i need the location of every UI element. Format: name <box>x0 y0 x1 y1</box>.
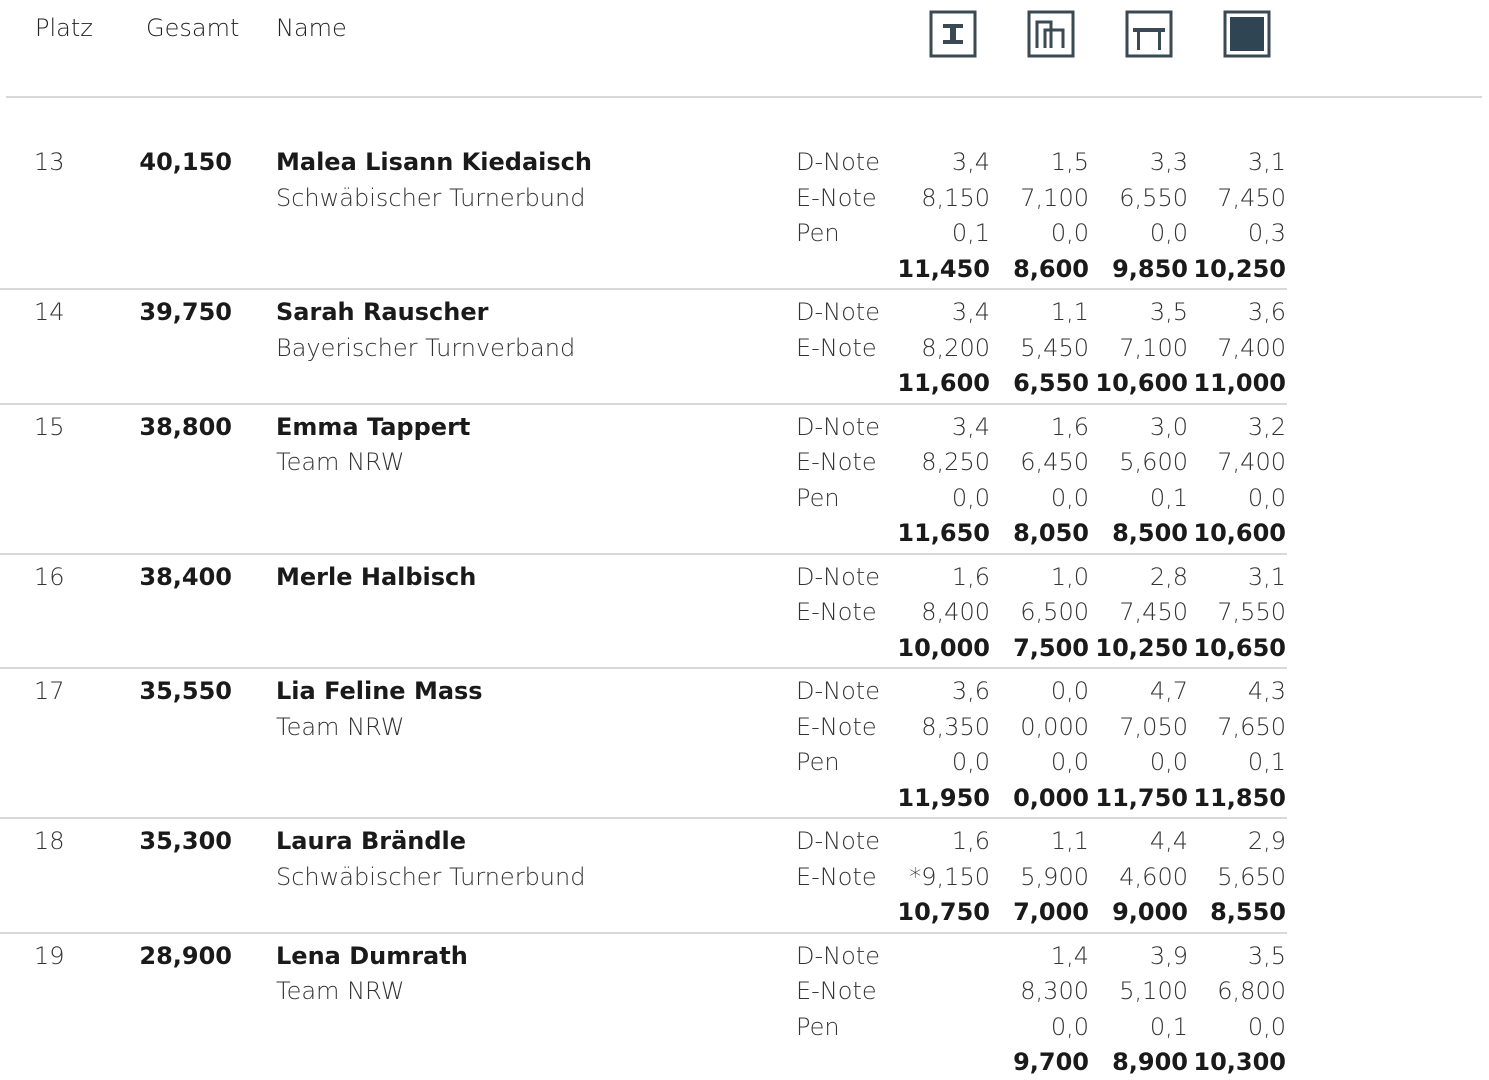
score-value: 5,100 <box>1119 977 1188 1005</box>
score-value: 0,1 <box>951 219 990 247</box>
apparatus-total: 10,300 <box>1193 1048 1286 1076</box>
rank: 16 <box>34 562 65 591</box>
score-value: 5,900 <box>1020 862 1089 891</box>
score-value: 8,200 <box>921 333 990 362</box>
club-name: Bayerischer Turnverband <box>276 333 576 362</box>
score-value: 5,600 <box>1119 448 1188 476</box>
apparatus-total: 8,600 <box>1013 254 1089 283</box>
total-score: 39,750 <box>139 298 232 326</box>
header-platz: Platz <box>35 14 93 42</box>
score-value: 1,6 <box>951 562 990 591</box>
athlete-name: Lena Dumrath <box>276 941 468 970</box>
score-label: E-Note <box>796 977 877 1005</box>
club-name: Schwäbischer Turnerbund <box>276 862 586 891</box>
score-value: 0,0 <box>1050 677 1089 705</box>
vault-icon <box>929 10 977 58</box>
score-value: 5,650 <box>1217 862 1286 891</box>
apparatus-total: 9,000 <box>1112 898 1188 926</box>
apparatus-total: 10,250 <box>1095 633 1188 662</box>
apparatus-total: 10,600 <box>1095 369 1188 397</box>
row-separator <box>0 667 1287 669</box>
apparatus-total: 11,000 <box>1193 369 1286 397</box>
total-score: 35,550 <box>139 677 232 705</box>
apparatus-total: 11,750 <box>1095 783 1188 812</box>
athlete-block <box>0 559 1489 666</box>
score-value: 5,450 <box>1020 333 1089 362</box>
score-value: 3,2 <box>1247 412 1286 441</box>
score-value: 2,8 <box>1149 562 1188 591</box>
athlete-block <box>0 938 1489 1080</box>
athlete-block <box>0 823 1489 930</box>
score-value: 0,000 <box>1020 712 1089 741</box>
apparatus-total: 10,600 <box>1193 519 1286 547</box>
total-score: 38,800 <box>139 412 232 441</box>
score-value: 3,6 <box>1247 298 1286 326</box>
athlete-name: Malea Lisann Kiedaisch <box>276 148 592 176</box>
score-label: D-Note <box>796 412 880 441</box>
score-value: 7,400 <box>1217 333 1286 362</box>
uneven-bars-icon <box>1027 10 1075 58</box>
athlete-name: Sarah Rauscher <box>276 298 489 326</box>
apparatus-total: 11,850 <box>1193 783 1286 812</box>
score-value: 0,1 <box>1149 1012 1188 1041</box>
row-separator <box>0 288 1287 290</box>
apparatus-total: 7,500 <box>1013 633 1089 662</box>
apparatus-total: 8,900 <box>1112 1048 1188 1076</box>
score-value: 4,7 <box>1149 677 1188 705</box>
score-value: 0,0 <box>951 483 990 512</box>
apparatus-total: 8,050 <box>1013 519 1089 547</box>
apparatus-total: 6,550 <box>1013 369 1089 397</box>
athlete-name: Merle Halbisch <box>276 562 477 591</box>
score-label: D-Note <box>796 148 880 176</box>
score-value: 2,9 <box>1247 827 1286 855</box>
score-value: 1,1 <box>1050 298 1089 326</box>
floor-icon <box>1223 10 1271 58</box>
score-label: D-Note <box>796 677 880 705</box>
club-name: Team NRW <box>276 712 405 741</box>
score-value: 6,800 <box>1217 977 1286 1005</box>
score-value: 8,250 <box>921 448 990 476</box>
score-value: 8,300 <box>1020 977 1089 1005</box>
score-value: 0,0 <box>1050 1012 1089 1041</box>
score-label: E-Note <box>796 448 877 476</box>
score-value: 4,600 <box>1119 862 1188 891</box>
score-value: 6,550 <box>1119 183 1188 212</box>
score-value: 7,550 <box>1217 598 1286 626</box>
athlete-name: Laura Brändle <box>276 827 467 855</box>
rank: 13 <box>34 148 65 176</box>
score-value: 0,0 <box>1247 1012 1286 1041</box>
score-value: 8,400 <box>921 598 990 626</box>
score-value: 0,0 <box>1149 219 1188 247</box>
score-label: E-Note <box>796 183 877 212</box>
score-value: 6,450 <box>1020 448 1089 476</box>
balance-beam-icon <box>1125 10 1173 58</box>
rank: 14 <box>34 298 65 326</box>
score-value: 8,350 <box>921 712 990 741</box>
score-label: D-Note <box>796 562 880 591</box>
score-value: 0,1 <box>1149 483 1188 512</box>
row-separator <box>0 932 1287 934</box>
header-divider <box>6 96 1482 98</box>
score-value: 1,6 <box>951 827 990 855</box>
score-value: 0,0 <box>1149 748 1188 776</box>
club-name: Team NRW <box>276 448 405 476</box>
score-label: D-Note <box>796 827 880 855</box>
apparatus-total: 8,550 <box>1210 898 1286 926</box>
apparatus-total: 11,950 <box>897 783 990 812</box>
apparatus-total: 9,700 <box>1013 1048 1089 1076</box>
total-score: 35,300 <box>139 827 232 855</box>
header-gesamt: Gesamt <box>146 14 240 42</box>
total-score: 40,150 <box>139 148 232 176</box>
score-value: 1,4 <box>1050 941 1089 970</box>
score-label: D-Note <box>796 298 880 326</box>
total-score: 28,900 <box>139 941 232 970</box>
athlete-block <box>0 144 1489 286</box>
score-value: *9,150 <box>909 862 990 891</box>
score-value: 7,450 <box>1217 183 1286 212</box>
apparatus-total: 10,000 <box>897 633 990 662</box>
score-label: Pen <box>796 1012 840 1041</box>
score-label: Pen <box>796 748 840 776</box>
apparatus-total: 11,450 <box>897 254 990 283</box>
score-value: 3,4 <box>951 298 990 326</box>
athlete-block <box>0 673 1489 815</box>
score-value: 3,1 <box>1247 148 1286 176</box>
club-name: Schwäbischer Turnerbund <box>276 183 586 212</box>
score-value: 3,9 <box>1149 941 1188 970</box>
score-value: 3,6 <box>951 677 990 705</box>
score-value: 1,1 <box>1050 827 1089 855</box>
total-score: 38,400 <box>139 562 232 591</box>
score-value: 4,3 <box>1247 677 1286 705</box>
score-label: Pen <box>796 483 840 512</box>
score-value: 3,0 <box>1149 412 1188 441</box>
row-separator <box>0 553 1287 555</box>
apparatus-total: 10,250 <box>1193 254 1286 283</box>
apparatus-total: 10,750 <box>897 898 990 926</box>
score-label: E-Note <box>796 598 877 626</box>
header-name: Name <box>276 14 347 42</box>
score-value: 3,5 <box>1149 298 1188 326</box>
score-value: 3,1 <box>1247 562 1286 591</box>
score-value: 0,0 <box>1050 748 1089 776</box>
rank: 15 <box>34 412 65 441</box>
score-label: Pen <box>796 219 840 247</box>
score-value: 8,150 <box>921 183 990 212</box>
score-value: 0,1 <box>1247 748 1286 776</box>
rank: 17 <box>34 677 65 705</box>
score-value: 1,6 <box>1050 412 1089 441</box>
score-value: 1,5 <box>1050 148 1089 176</box>
athlete-block <box>0 409 1489 551</box>
score-value: 0,0 <box>951 748 990 776</box>
score-label: E-Note <box>796 333 877 362</box>
apparatus-total: 11,600 <box>897 369 990 397</box>
score-label: D-Note <box>796 941 880 970</box>
score-value: 7,650 <box>1217 712 1286 741</box>
rank: 18 <box>34 827 65 855</box>
apparatus-total: 11,650 <box>897 519 990 547</box>
score-value: 3,5 <box>1247 941 1286 970</box>
score-value: 3,4 <box>951 412 990 441</box>
score-value: 3,4 <box>951 148 990 176</box>
score-value: 7,100 <box>1020 183 1089 212</box>
score-value: 1,0 <box>1050 562 1089 591</box>
score-value: 7,400 <box>1217 448 1286 476</box>
athlete-name: Emma Tappert <box>276 412 471 441</box>
athlete-name: Lia Feline Mass <box>276 677 483 705</box>
score-value: 7,100 <box>1119 333 1188 362</box>
score-value: 3,3 <box>1149 148 1188 176</box>
score-value: 0,0 <box>1247 483 1286 512</box>
score-value: 0,3 <box>1247 219 1286 247</box>
row-separator <box>0 403 1287 405</box>
rank: 19 <box>34 941 65 970</box>
score-value: 0,0 <box>1050 483 1089 512</box>
apparatus-total: 8,500 <box>1112 519 1188 547</box>
apparatus-total: 0,000 <box>1013 783 1089 812</box>
apparatus-total: 9,850 <box>1112 254 1188 283</box>
score-value: 4,4 <box>1149 827 1188 855</box>
athlete-block <box>0 294 1489 401</box>
score-label: E-Note <box>796 712 877 741</box>
score-label: E-Note <box>796 862 877 891</box>
row-separator <box>0 817 1287 819</box>
score-value: 7,450 <box>1119 598 1188 626</box>
score-value: 7,050 <box>1119 712 1188 741</box>
club-name: Team NRW <box>276 977 405 1005</box>
score-value: 6,500 <box>1020 598 1089 626</box>
apparatus-total: 7,000 <box>1013 898 1089 926</box>
apparatus-total: 10,650 <box>1193 633 1286 662</box>
score-value: 0,0 <box>1050 219 1089 247</box>
